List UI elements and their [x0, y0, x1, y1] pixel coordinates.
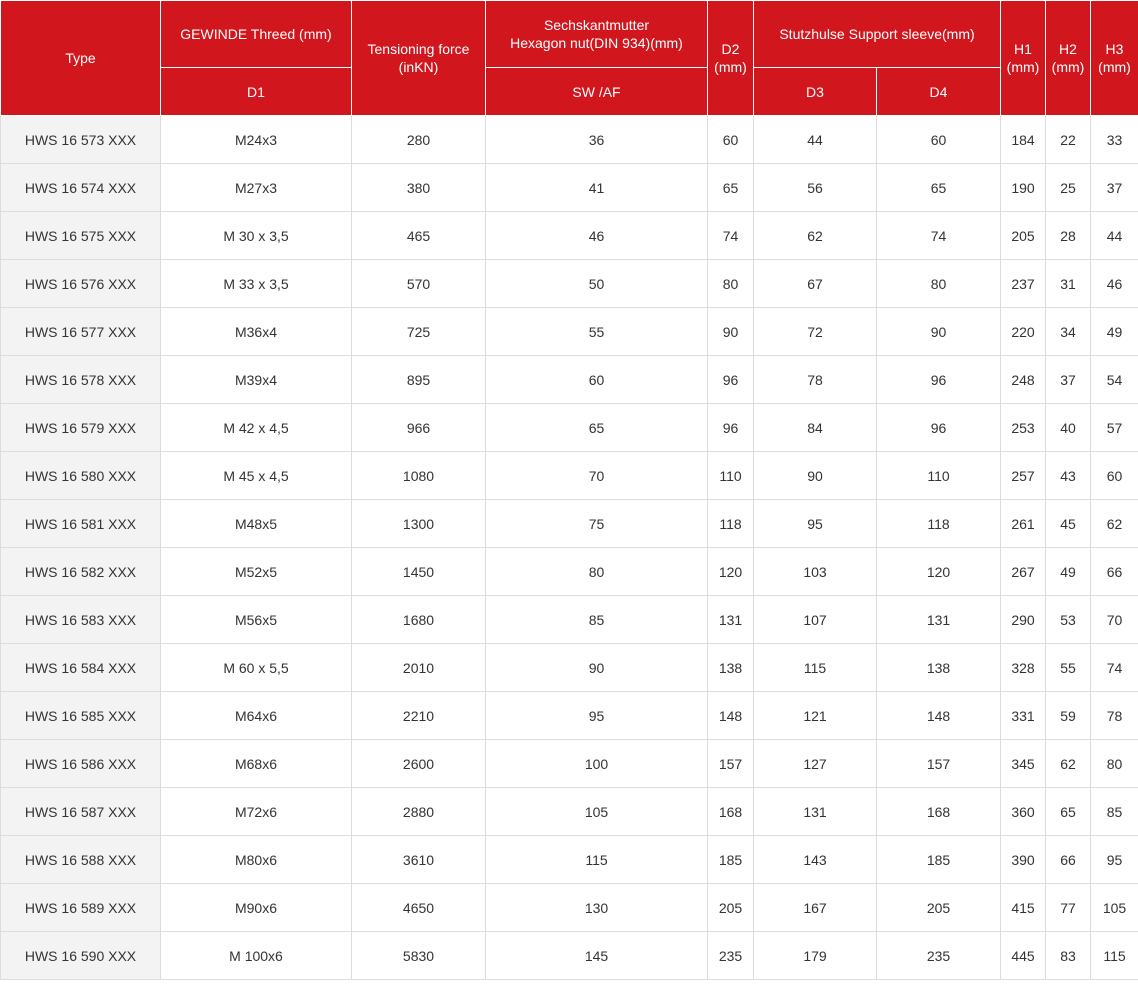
cell-d2: 60: [708, 116, 754, 164]
cell-d1: M64x6: [161, 692, 352, 740]
cell-d1: M72x6: [161, 788, 352, 836]
table-row: [1, 404, 1138, 452]
cell-d3: 107: [754, 596, 877, 644]
cell-d4: 80: [877, 260, 1001, 308]
cell-d1: M 33 x 3,5: [161, 260, 352, 308]
cell-h2: 53: [1046, 596, 1091, 644]
cell-d2: 205: [708, 884, 754, 932]
cell-d3: 121: [754, 692, 877, 740]
cell-h3: 44: [1091, 212, 1138, 260]
header-gewinde: GEWINDE Threed (mm): [161, 1, 352, 68]
cell-type: HWS 16 590 XXX: [1, 932, 161, 980]
cell-d4: 131: [877, 596, 1001, 644]
cell-h2: 43: [1046, 452, 1091, 500]
cell-d1: M 45 x 4,5: [161, 452, 352, 500]
cell-h3: 115: [1091, 932, 1138, 980]
cell-sw-af: 41: [486, 164, 708, 212]
table-row: [1, 788, 1138, 836]
cell-d1: M 100x6: [161, 932, 352, 980]
cell-d4: 74: [877, 212, 1001, 260]
cell-h2: 83: [1046, 932, 1091, 980]
header-d3: D3: [754, 68, 877, 116]
cell-sw-af: 70: [486, 452, 708, 500]
cell-h1: 390: [1001, 836, 1046, 884]
cell-type: HWS 16 589 XXX: [1, 884, 161, 932]
cell-d4: 157: [877, 740, 1001, 788]
cell-d1: M27x3: [161, 164, 352, 212]
cell-h3: 37: [1091, 164, 1138, 212]
header-h2: [1046, 1, 1091, 116]
cell-type: HWS 16 588 XXX: [1, 836, 161, 884]
table-row: [1, 212, 1138, 260]
table-header: [1, 1, 1138, 116]
cell-h2: 22: [1046, 116, 1091, 164]
cell-sw-af: 60: [486, 356, 708, 404]
cell-sw-af: 36: [486, 116, 708, 164]
cell-sw-af: 115: [486, 836, 708, 884]
cell-sw-af: 90: [486, 644, 708, 692]
table-row: [1, 836, 1138, 884]
header-h1-line2: (mm): [1006, 59, 1040, 75]
cell-h1: 220: [1001, 308, 1046, 356]
cell-d3: 127: [754, 740, 877, 788]
cell-d2: 118: [708, 500, 754, 548]
table-body: [1, 116, 1138, 980]
cell-tension: 1080: [352, 452, 486, 500]
cell-sw-af: 105: [486, 788, 708, 836]
cell-d3: 84: [754, 404, 877, 452]
cell-h2: 31: [1046, 260, 1091, 308]
cell-h2: 25: [1046, 164, 1091, 212]
cell-d4: 235: [877, 932, 1001, 980]
cell-h1: 345: [1001, 740, 1046, 788]
cell-d2: 138: [708, 644, 754, 692]
cell-h1: 237: [1001, 260, 1046, 308]
cell-d2: 131: [708, 596, 754, 644]
cell-d1: M90x6: [161, 884, 352, 932]
header-d4: D4: [877, 68, 1001, 116]
header-support-sleeve: Stutzhulse Support sleeve(mm): [754, 1, 1001, 68]
cell-h3: 49: [1091, 308, 1138, 356]
header-h2-line1: H2: [1059, 41, 1077, 57]
header-h3-line1: H3: [1105, 41, 1124, 57]
cell-h2: 28: [1046, 212, 1091, 260]
cell-h1: 190: [1001, 164, 1046, 212]
cell-h1: 205: [1001, 212, 1046, 260]
cell-tension: 2210: [352, 692, 486, 740]
cell-type: HWS 16 578 XXX: [1, 356, 161, 404]
cell-sw-af: 145: [486, 932, 708, 980]
cell-h3: 54: [1091, 356, 1138, 404]
cell-h2: 55: [1046, 644, 1091, 692]
cell-type: HWS 16 583 XXX: [1, 596, 161, 644]
cell-type: HWS 16 580 XXX: [1, 452, 161, 500]
cell-tension: 2010: [352, 644, 486, 692]
header-d1: D1: [161, 68, 352, 116]
cell-type: HWS 16 575 XXX: [1, 212, 161, 260]
cell-tension: 895: [352, 356, 486, 404]
cell-d1: M48x5: [161, 500, 352, 548]
cell-d2: 96: [708, 404, 754, 452]
cell-d4: 205: [877, 884, 1001, 932]
cell-type: HWS 16 582 XXX: [1, 548, 161, 596]
cell-d1: M 60 x 5,5: [161, 644, 352, 692]
cell-tension: 725: [352, 308, 486, 356]
cell-d3: 72: [754, 308, 877, 356]
cell-sw-af: 100: [486, 740, 708, 788]
cell-d1: M80x6: [161, 836, 352, 884]
cell-d3: 62: [754, 212, 877, 260]
cell-h2: 62: [1046, 740, 1091, 788]
cell-d1: M68x6: [161, 740, 352, 788]
cell-type: HWS 16 577 XXX: [1, 308, 161, 356]
cell-h3: 80: [1091, 740, 1138, 788]
cell-d2: 168: [708, 788, 754, 836]
table-row: [1, 884, 1138, 932]
header-nut-line1: Sechskantmutter: [543, 17, 650, 33]
cell-d1: M52x5: [161, 548, 352, 596]
header-h3-line2: (mm): [1098, 59, 1131, 75]
cell-h1: 445: [1001, 932, 1046, 980]
cell-h3: 78: [1091, 692, 1138, 740]
cell-d1: M36x4: [161, 308, 352, 356]
table-row: [1, 692, 1138, 740]
cell-d4: 60: [877, 116, 1001, 164]
cell-tension: 3610: [352, 836, 486, 884]
cell-h3: 60: [1091, 452, 1138, 500]
cell-d4: 65: [877, 164, 1001, 212]
table-row: [1, 260, 1138, 308]
cell-d3: 90: [754, 452, 877, 500]
table-row: [1, 644, 1138, 692]
cell-d4: 90: [877, 308, 1001, 356]
table-row: [1, 308, 1138, 356]
cell-h3: 95: [1091, 836, 1138, 884]
table-row: [1, 548, 1138, 596]
header-d2: [708, 1, 754, 116]
cell-h1: 415: [1001, 884, 1046, 932]
header-d2-line2: (mm): [714, 59, 747, 75]
cell-h2: 77: [1046, 884, 1091, 932]
cell-h2: 66: [1046, 836, 1091, 884]
cell-d1: M39x4: [161, 356, 352, 404]
cell-d3: 56: [754, 164, 877, 212]
cell-h1: 253: [1001, 404, 1046, 452]
cell-tension: 1680: [352, 596, 486, 644]
cell-d2: 157: [708, 740, 754, 788]
cell-d2: 120: [708, 548, 754, 596]
cell-h2: 37: [1046, 356, 1091, 404]
cell-h3: 105: [1091, 884, 1138, 932]
header-sw-af: SW /AF: [486, 68, 708, 116]
cell-h3: 46: [1091, 260, 1138, 308]
cell-type: HWS 16 586 XXX: [1, 740, 161, 788]
cell-type: HWS 16 574 XXX: [1, 164, 161, 212]
cell-sw-af: 75: [486, 500, 708, 548]
cell-d4: 148: [877, 692, 1001, 740]
cell-h3: 85: [1091, 788, 1138, 836]
cell-d3: 67: [754, 260, 877, 308]
cell-d1: M56x5: [161, 596, 352, 644]
cell-sw-af: 130: [486, 884, 708, 932]
cell-d2: 65: [708, 164, 754, 212]
table-row: [1, 164, 1138, 212]
cell-tension: 570: [352, 260, 486, 308]
cell-h2: 65: [1046, 788, 1091, 836]
cell-h1: 267: [1001, 548, 1046, 596]
cell-h1: 184: [1001, 116, 1046, 164]
cell-h3: 62: [1091, 500, 1138, 548]
cell-d2: 185: [708, 836, 754, 884]
cell-d3: 115: [754, 644, 877, 692]
header-type: Type: [1, 1, 161, 116]
cell-d4: 185: [877, 836, 1001, 884]
table-row: [1, 356, 1138, 404]
cell-h1: 331: [1001, 692, 1046, 740]
cell-d2: 110: [708, 452, 754, 500]
cell-type: HWS 16 581 XXX: [1, 500, 161, 548]
cell-tension: 1300: [352, 500, 486, 548]
header-row-top: [1, 1, 1138, 68]
header-row-sub: [1, 68, 1138, 116]
cell-h2: 49: [1046, 548, 1091, 596]
cell-h3: 57: [1091, 404, 1138, 452]
table-row: [1, 116, 1138, 164]
cell-d4: 168: [877, 788, 1001, 836]
cell-d2: 235: [708, 932, 754, 980]
cell-h1: 290: [1001, 596, 1046, 644]
cell-d4: 96: [877, 404, 1001, 452]
cell-d3: 143: [754, 836, 877, 884]
cell-sw-af: 95: [486, 692, 708, 740]
header-tension-line2: (inKN): [398, 59, 439, 75]
cell-type: HWS 16 573 XXX: [1, 116, 161, 164]
cell-d1: M 42 x 4,5: [161, 404, 352, 452]
cell-tension: 465: [352, 212, 486, 260]
header-d2-line1: D2: [721, 41, 740, 57]
cell-tension: 280: [352, 116, 486, 164]
cell-type: HWS 16 587 XXX: [1, 788, 161, 836]
cell-h2: 40: [1046, 404, 1091, 452]
cell-sw-af: 80: [486, 548, 708, 596]
table-row: [1, 596, 1138, 644]
cell-sw-af: 55: [486, 308, 708, 356]
header-hexagon-nut: [486, 1, 708, 68]
table-row: [1, 740, 1138, 788]
cell-sw-af: 85: [486, 596, 708, 644]
table-row: [1, 452, 1138, 500]
cell-tension: 2880: [352, 788, 486, 836]
cell-tension: 4650: [352, 884, 486, 932]
cell-tension: 966: [352, 404, 486, 452]
header-h2-line2: (mm): [1051, 59, 1085, 75]
cell-h3: 74: [1091, 644, 1138, 692]
cell-d3: 167: [754, 884, 877, 932]
cell-sw-af: 50: [486, 260, 708, 308]
cell-tension: 2600: [352, 740, 486, 788]
cell-d1: M24x3: [161, 116, 352, 164]
cell-d3: 78: [754, 356, 877, 404]
cell-h1: 360: [1001, 788, 1046, 836]
cell-d4: 110: [877, 452, 1001, 500]
cell-type: HWS 16 584 XXX: [1, 644, 161, 692]
cell-sw-af: 46: [486, 212, 708, 260]
cell-d3: 179: [754, 932, 877, 980]
header-h1-line1: H1: [1014, 41, 1032, 57]
cell-d2: 80: [708, 260, 754, 308]
cell-d2: 148: [708, 692, 754, 740]
cell-d4: 138: [877, 644, 1001, 692]
cell-h3: 66: [1091, 548, 1138, 596]
header-nut-line2: Hexagon nut(DIN 934)(mm): [510, 35, 683, 51]
cell-h1: 257: [1001, 452, 1046, 500]
cell-d3: 95: [754, 500, 877, 548]
cell-h3: 70: [1091, 596, 1138, 644]
cell-d4: 118: [877, 500, 1001, 548]
cell-h1: 328: [1001, 644, 1046, 692]
table-row: [1, 500, 1138, 548]
cell-h2: 34: [1046, 308, 1091, 356]
cell-sw-af: 65: [486, 404, 708, 452]
header-h1: [1001, 1, 1046, 116]
cell-d2: 90: [708, 308, 754, 356]
cell-d4: 96: [877, 356, 1001, 404]
cell-tension: 5830: [352, 932, 486, 980]
cell-d2: 96: [708, 356, 754, 404]
cell-d1: M 30 x 3,5: [161, 212, 352, 260]
cell-d3: 103: [754, 548, 877, 596]
cell-tension: 380: [352, 164, 486, 212]
cell-type: HWS 16 579 XXX: [1, 404, 161, 452]
cell-h1: 261: [1001, 500, 1046, 548]
header-tensioning-force: [352, 1, 486, 116]
cell-h1: 248: [1001, 356, 1046, 404]
cell-type: HWS 16 576 XXX: [1, 260, 161, 308]
header-h3: [1091, 1, 1138, 116]
header-tension-line1: Tensioning force: [367, 41, 470, 57]
cell-d4: 120: [877, 548, 1001, 596]
cell-h3: 33: [1091, 116, 1138, 164]
cell-type: HWS 16 585 XXX: [1, 692, 161, 740]
table-row: [1, 932, 1138, 980]
cell-tension: 1450: [352, 548, 486, 596]
cell-h2: 59: [1046, 692, 1091, 740]
cell-d3: 44: [754, 116, 877, 164]
cell-h2: 45: [1046, 500, 1091, 548]
cell-d3: 131: [754, 788, 877, 836]
cell-d2: 74: [708, 212, 754, 260]
